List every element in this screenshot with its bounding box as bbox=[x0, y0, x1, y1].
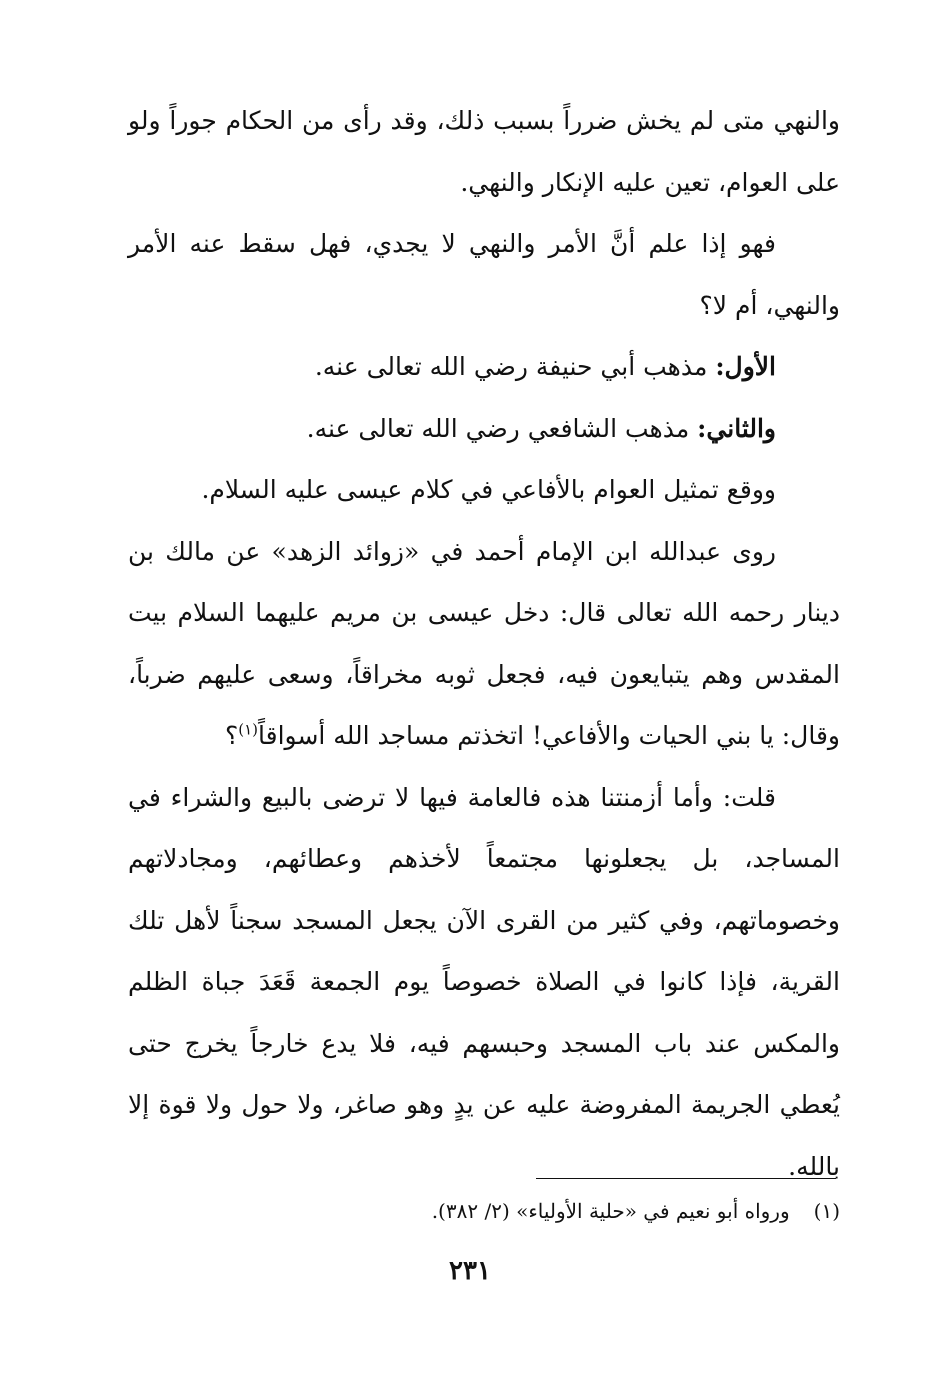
second-opinion-label: والثاني: bbox=[697, 413, 776, 443]
footnote-marker: (١) bbox=[238, 720, 259, 739]
paragraph-first-opinion bbox=[128, 336, 840, 398]
footnote-divider bbox=[536, 1178, 836, 1179]
narration-end: ؟ bbox=[224, 721, 239, 750]
footnote-number: (١) bbox=[813, 1199, 840, 1223]
paragraph-commentary: قلت: وأما أزمنتنا هذه فالعامة فيها لا ترضى بالبيع والشراء في المساجد، بل يجعلونها مجتمعاً لأخذهم وعطائهم، ومجادلاتهم وخصوماتهم، وفي كثير من القرى الآن يجعل المسجد سجناً لأهل تلك القرية، فإذا كانوا في الصلاة خصوصاً يوم الجمعة قَعَدَ جباة الظلم والمكس عند باب المسجد وحبسهم فيه، فلا يدع خارجاً يخرج حتى يُعطي الجريمة المفروضة عليه عن يدٍ وهو صاغر، ولا حول ولا قوة إلا بالله. bbox=[128, 782, 840, 1181]
paragraph-isa-analogy: ووقع تمثيل العوام بالأفاعي في كلام عيسى عليه السلام. bbox=[201, 475, 776, 504]
page-number: ٢٣١ bbox=[449, 1256, 491, 1286]
footnote-text: ورواه أبو نعيم في «حلية الأولياء» (٢/ ٣٨٢). bbox=[431, 1199, 790, 1223]
narration-text: روى عبدالله ابن الإمام أحمد في «زوائد الزهد» عن مالك بن دينار رحمه الله تعالى قال: دخل عيسى بن مريم عليهما السلام بيت المقدس وهم يتبايعون فيه، فجعل ثوبه مخراقاً، وسعى عليهم ضرباً، وقال: يا بني الحيات والأفاعي! اتخذتم مساجد الله أسواقاً bbox=[128, 536, 840, 750]
paragraph-question: فهو إذا علم أنَّ الأمر والنهي لا يجدي، فهل سقط عنه الأمر والنهي، أم لا؟ bbox=[128, 229, 840, 320]
footnote bbox=[200, 1194, 840, 1228]
first-opinion-text: مذهب أبي حنيفة رضي الله تعالى عنه. bbox=[314, 352, 716, 381]
main-text bbox=[128, 90, 840, 1197]
paragraph-second-opinion bbox=[128, 398, 840, 460]
paragraph-continuation: والنهي متى لم يخش ضرراً بسبب ذلك، وقد رأى من الحكام جوراً ولو على العوام، تعين عليه الإنكار والنهي. bbox=[128, 106, 840, 197]
second-opinion-text: مذهب الشافعي رضي الله تعالى عنه. bbox=[306, 413, 698, 443]
paragraph-narration bbox=[128, 521, 840, 767]
first-opinion-label: الأول: bbox=[715, 352, 776, 381]
